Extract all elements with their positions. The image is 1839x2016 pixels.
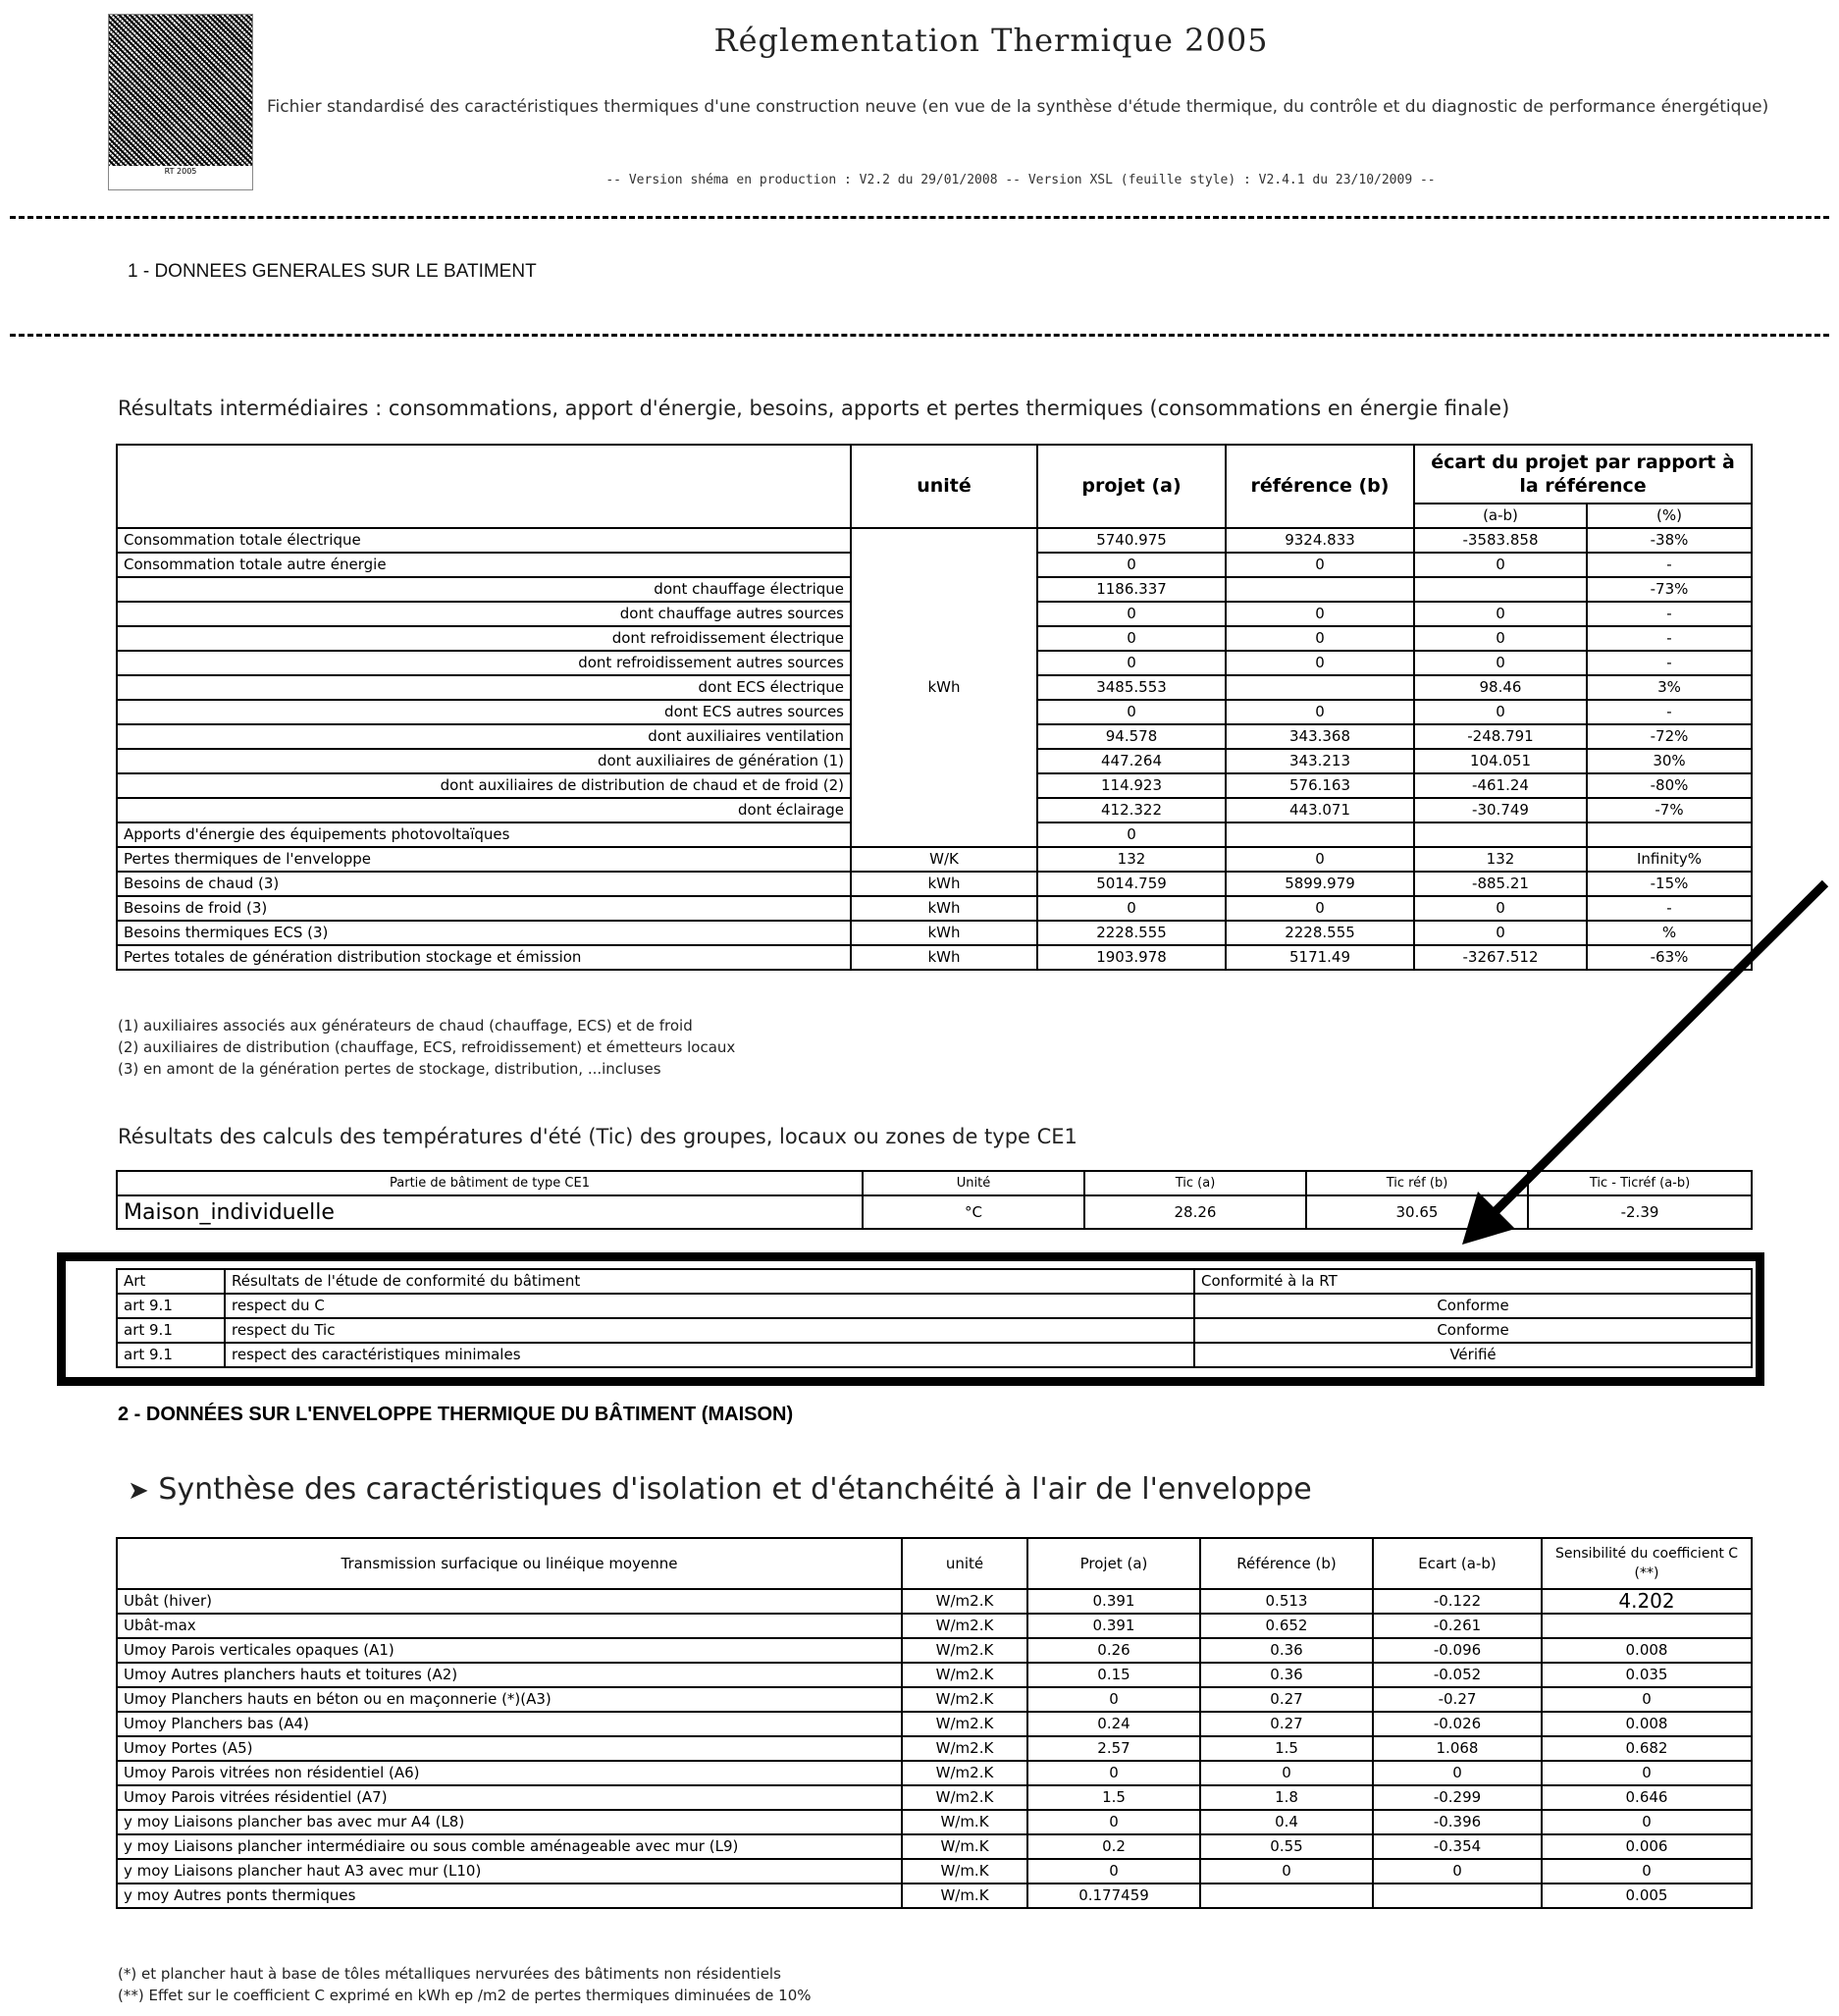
envelope-value <box>1542 1614 1752 1638</box>
row-label: dont chauffage autres sources <box>117 602 851 626</box>
row-label: dont ECS électrique <box>117 675 851 700</box>
envelope-value: 1.5 <box>1027 1785 1200 1810</box>
row-value-pct: - <box>1587 553 1752 577</box>
row-value-unit: kWh <box>851 872 1037 896</box>
row-value-b: 576.163 <box>1226 773 1414 798</box>
row-label: dont chauffage électrique <box>117 577 851 602</box>
envelope-notes <box>118 1963 812 2006</box>
envelope-row <box>117 1614 1752 1638</box>
row-value-ab: 132 <box>1414 847 1587 872</box>
envelope-value: 0.391 <box>1027 1614 1200 1638</box>
envelope-value: 0 <box>1542 1810 1752 1834</box>
row-value-a: 0 <box>1037 651 1226 675</box>
row-value-a: 0 <box>1037 626 1226 651</box>
row-value-ab: -885.21 <box>1414 872 1587 896</box>
version-line: -- Version shéma en production : V2.2 du 29/01/2008 -- Version XSL (feuille style) : V2.4.1 du 23/10/2009 -- <box>605 173 1436 187</box>
envelope-value: W/m2.K <box>902 1663 1027 1687</box>
row-value-a: 5740.975 <box>1037 528 1226 553</box>
envelope-value: 0.36 <box>1200 1638 1373 1663</box>
envelope-value: 0.682 <box>1542 1736 1752 1761</box>
envelope-value: 0 <box>1542 1687 1752 1712</box>
envelope-value: 0 <box>1027 1761 1200 1785</box>
envelope-value: -0.354 <box>1373 1834 1542 1859</box>
envelope-value: 0 <box>1373 1761 1542 1785</box>
row-value-pct: -80% <box>1587 773 1752 798</box>
envelope-value: W/m2.K <box>902 1589 1027 1614</box>
envelope-label: y moy Autres ponts thermiques <box>117 1883 902 1908</box>
page-title: Réglementation Thermique 2005 <box>713 22 1269 59</box>
env-header-projet: Projet (a) <box>1027 1538 1200 1589</box>
synthesis-bullet-icon: ➤ <box>128 1476 149 1506</box>
env-header-sensibilite: Sensibilité du coefficient C (**) <box>1542 1538 1752 1589</box>
row-label: dont auxiliaires de génération (1) <box>117 749 851 773</box>
row-value-a: 5014.759 <box>1037 872 1226 896</box>
row-value-pct: - <box>1587 896 1752 921</box>
row-value-b: 0 <box>1226 896 1414 921</box>
row-label: Consommation totale électrique <box>117 528 851 553</box>
envelope-value <box>1200 1883 1373 1908</box>
row-label: dont éclairage <box>117 798 851 822</box>
envelope-row <box>117 1785 1752 1810</box>
row-value-ab: -461.24 <box>1414 773 1587 798</box>
row-label: Consommation totale autre énergie <box>117 553 851 577</box>
envelope-value: 0.177459 <box>1027 1883 1200 1908</box>
envelope-value: W/m2.K <box>902 1712 1027 1736</box>
envelope-label: Umoy Planchers hauts en béton ou en maçonnerie (*)(A3) <box>117 1687 902 1712</box>
envelope-value: 0.15 <box>1027 1663 1200 1687</box>
envelope-value: -0.026 <box>1373 1712 1542 1736</box>
row-value-b: 5171.49 <box>1226 945 1414 970</box>
conf-label: respect du Tic <box>225 1318 1194 1343</box>
envelope-label: y moy Liaisons plancher intermédiaire ou sous comble aménageable avec mur (L9) <box>117 1834 902 1859</box>
envelope-value: -0.299 <box>1373 1785 1542 1810</box>
row-value-b: 0 <box>1226 651 1414 675</box>
row-value-ab: 0 <box>1414 602 1587 626</box>
conf-label: respect du C <box>225 1294 1194 1318</box>
envelope-value <box>1373 1883 1542 1908</box>
row-value-ab: 0 <box>1414 700 1587 724</box>
row-value-ab: 104.051 <box>1414 749 1587 773</box>
tic-value: 28.26 <box>1084 1195 1306 1229</box>
row-value-b: 0 <box>1226 847 1414 872</box>
envelope-value: 0 <box>1200 1761 1373 1785</box>
envelope-value: 0.2 <box>1027 1834 1200 1859</box>
section2-title: 2 - DONNÉES SUR L'ENVELOPPE THERMIQUE DU BÂTIMENT (MAISON) <box>118 1404 794 1425</box>
row-value-ab: 0 <box>1414 553 1587 577</box>
row-value-b: 0 <box>1226 700 1414 724</box>
row-value-a: 447.264 <box>1037 749 1226 773</box>
envelope-value: 0 <box>1027 1687 1200 1712</box>
row-value-b: 343.213 <box>1226 749 1414 773</box>
envelope-value: 4.202 <box>1542 1589 1752 1614</box>
envelope-label: Umoy Autres planchers hauts et toitures (A2) <box>117 1663 902 1687</box>
row-value-b: 0 <box>1226 626 1414 651</box>
row-value-ab: 98.46 <box>1414 675 1587 700</box>
row-value-ab: -248.791 <box>1414 724 1587 749</box>
row-label: dont auxiliaires de distribution de chaud et de froid (2) <box>117 773 851 798</box>
row-value-a: 0 <box>1037 700 1226 724</box>
row-label: dont ECS autres sources <box>117 700 851 724</box>
tic-header-ticref: Tic réf (b) <box>1306 1171 1528 1195</box>
envelope-value: 0.26 <box>1027 1638 1200 1663</box>
row-value-a: 1186.337 <box>1037 577 1226 602</box>
envelope-value: -0.396 <box>1373 1810 1542 1834</box>
row-value-a: 0 <box>1037 822 1226 847</box>
header-ecart: écart du projet par rapport à la référence <box>1414 445 1752 504</box>
conf-label: respect des caractéristiques minimales <box>225 1343 1194 1367</box>
row-label: Besoins thermiques ECS (3) <box>117 921 851 945</box>
envelope-row <box>117 1834 1752 1859</box>
row-value-ab: 0 <box>1414 896 1587 921</box>
envelope-value: 0.513 <box>1200 1589 1373 1614</box>
envelope-value: 0.391 <box>1027 1589 1200 1614</box>
envelope-label: Ubât (hiver) <box>117 1589 902 1614</box>
row-value-a: 114.923 <box>1037 773 1226 798</box>
envelope-value: 0.005 <box>1542 1883 1752 1908</box>
envelope-row <box>117 1810 1752 1834</box>
envelope-row <box>117 1859 1752 1883</box>
envelope-value: 0.24 <box>1027 1712 1200 1736</box>
row-value-unit: kWh <box>851 945 1037 970</box>
row-label: dont refroidissement autres sources <box>117 651 851 675</box>
row-value-pct: -7% <box>1587 798 1752 822</box>
envelope-value: 0.36 <box>1200 1663 1373 1687</box>
row-value-a: 412.322 <box>1037 798 1226 822</box>
env-header-transmission: Transmission surfacique ou linéique moyenne <box>117 1538 902 1589</box>
envelope-value: -0.052 <box>1373 1663 1542 1687</box>
row-value-pct: % <box>1587 921 1752 945</box>
envelope-row <box>117 1712 1752 1736</box>
envelope-value: W/m2.K <box>902 1761 1027 1785</box>
conf-art: art 9.1 <box>117 1343 225 1367</box>
envelope-value: -0.122 <box>1373 1589 1542 1614</box>
header-reference: référence (b) <box>1226 445 1414 528</box>
envelope-label: y moy Liaisons plancher haut A3 avec mur (L10) <box>117 1859 902 1883</box>
section1-title: 1 - DONNEES GENERALES SUR LE BATIMENT <box>128 261 537 282</box>
envelope-value: W/m2.K <box>902 1614 1027 1638</box>
envelope-value: W/m.K <box>902 1859 1027 1883</box>
row-value-a: 132 <box>1037 847 1226 872</box>
row-value-b: 0 <box>1226 553 1414 577</box>
row-value-unit: kWh <box>851 921 1037 945</box>
conf-header-art: Art <box>117 1269 225 1294</box>
envelope-value: 0 <box>1542 1761 1752 1785</box>
tic-header-partie: Partie de bâtiment de type CE1 <box>117 1171 863 1195</box>
envelope-row <box>117 1589 1752 1614</box>
row-value-ab: -3583.858 <box>1414 528 1587 553</box>
row-value-pct: Infinity% <box>1587 847 1752 872</box>
tic-header-diff: Tic - Ticréf (a-b) <box>1528 1171 1752 1195</box>
row-value-pct: - <box>1587 651 1752 675</box>
envelope-value: 0.006 <box>1542 1834 1752 1859</box>
tic-zone-name: Maison_individuelle <box>117 1195 863 1229</box>
envelope-value: 0.55 <box>1200 1834 1373 1859</box>
envelope-value: 0 <box>1027 1859 1200 1883</box>
header-ab: (a-b) <box>1414 504 1587 528</box>
row-value-b: 5899.979 <box>1226 872 1414 896</box>
env-header-unite: unité <box>902 1538 1027 1589</box>
envelope-value: 0 <box>1542 1859 1752 1883</box>
env-header-ecart: Ecart (a-b) <box>1373 1538 1542 1589</box>
envelope-value: W/m2.K <box>902 1785 1027 1810</box>
row-value-b: 2228.555 <box>1226 921 1414 945</box>
envelope-row <box>117 1736 1752 1761</box>
page-subtitle: Fichier standardisé des caractéristiques thermiques d'une construction neuve (en vue de la synthèse d'étude thermique, du contrôle et du diagnostic de performance énergétique) <box>267 97 1769 117</box>
row-label: Pertes thermiques de l'enveloppe <box>117 847 851 872</box>
conf-art: art 9.1 <box>117 1294 225 1318</box>
tic-header-tic: Tic (a) <box>1084 1171 1306 1195</box>
envelope-value: 0.652 <box>1200 1614 1373 1638</box>
row-value-ab: -3267.512 <box>1414 945 1587 970</box>
row-value-pct: 3% <box>1587 675 1752 700</box>
row-label: dont refroidissement électrique <box>117 626 851 651</box>
envelope-value: 0.008 <box>1542 1638 1752 1663</box>
row-value-b: 343.368 <box>1226 724 1414 749</box>
envelope-label: Umoy Parois vitrées résidentiel (A7) <box>117 1785 902 1810</box>
envelope-value: -0.261 <box>1373 1614 1542 1638</box>
envelope-value: W/m2.K <box>902 1736 1027 1761</box>
envelope-value: 0.008 <box>1542 1712 1752 1736</box>
synthesis-title <box>128 1472 1312 1507</box>
row-value-b: 0 <box>1226 602 1414 626</box>
envelope-value: W/m2.K <box>902 1638 1027 1663</box>
row-value-pct: -15% <box>1587 872 1752 896</box>
row-value-ab: 0 <box>1414 921 1587 945</box>
envelope-row <box>117 1883 1752 1908</box>
envelope-label: Umoy Portes (A5) <box>117 1736 902 1761</box>
row-value-ab: -30.749 <box>1414 798 1587 822</box>
envelope-value: -0.096 <box>1373 1638 1542 1663</box>
envelope-row <box>117 1663 1752 1687</box>
envelope-value: 1.8 <box>1200 1785 1373 1810</box>
row-value-pct: - <box>1587 700 1752 724</box>
row-value-pct: -72% <box>1587 724 1752 749</box>
row-value-a: 0 <box>1037 553 1226 577</box>
row-value-pct: 30% <box>1587 749 1752 773</box>
tic-ref-value: 30.65 <box>1306 1195 1528 1229</box>
envelope-label: Umoy Planchers bas (A4) <box>117 1712 902 1736</box>
conf-header-result: Résultats de l'étude de conformité du bâtiment <box>225 1269 1194 1294</box>
env-note-2: (**) Effet sur le coefficient C exprimé en kWh ep /m2 de pertes thermiques diminuées de 10% <box>118 1987 812 2004</box>
envelope-table <box>116 1537 1753 1909</box>
envelope-label: Umoy Parois vitrées non résidentiel (A6) <box>117 1761 902 1785</box>
row-value-a: 0 <box>1037 896 1226 921</box>
note-1: (1) auxiliaires associés aux générateurs de chaud (chauffage, ECS) et de froid <box>118 1017 693 1035</box>
envelope-value: W/m.K <box>902 1810 1027 1834</box>
envelope-value: 2.57 <box>1027 1736 1200 1761</box>
row-value-pct: - <box>1587 626 1752 651</box>
row-label: Besoins de froid (3) <box>117 896 851 921</box>
envelope-value: 0.27 <box>1200 1687 1373 1712</box>
row-value-a: 2228.555 <box>1037 921 1226 945</box>
logo-caption: RT 2005 <box>109 166 252 189</box>
header-unite: unité <box>851 445 1037 528</box>
envelope-value: W/m2.K <box>902 1687 1027 1712</box>
row-value-b: 443.071 <box>1226 798 1414 822</box>
envelope-value: 1.068 <box>1373 1736 1542 1761</box>
conf-status: Conforme <box>1194 1294 1752 1318</box>
row-value-unit: kWh <box>851 896 1037 921</box>
row-value-pct: -73% <box>1587 577 1752 602</box>
env-header-reference: Référence (b) <box>1200 1538 1373 1589</box>
envelope-value: 0 <box>1200 1859 1373 1883</box>
envelope-value: 0.646 <box>1542 1785 1752 1810</box>
envelope-value: 0.27 <box>1200 1712 1373 1736</box>
envelope-label: Umoy Parois verticales opaques (A1) <box>117 1638 902 1663</box>
row-label: Besoins de chaud (3) <box>117 872 851 896</box>
arrow-shaft <box>1492 883 1825 1215</box>
envelope-value: W/m.K <box>902 1834 1027 1859</box>
unit-kwh-merged: kWh <box>851 528 1037 847</box>
envelope-value: 0.4 <box>1200 1810 1373 1834</box>
row-value-a: 1903.978 <box>1037 945 1226 970</box>
envelope-row <box>117 1761 1752 1785</box>
envelope-row <box>117 1687 1752 1712</box>
row-value-a: 0 <box>1037 602 1226 626</box>
row-label: dont auxiliaires ventilation <box>117 724 851 749</box>
envelope-label: Ubât-max <box>117 1614 902 1638</box>
envelope-label: y moy Liaisons plancher bas avec mur A4 (L8) <box>117 1810 902 1834</box>
header-pct: (%) <box>1587 504 1752 528</box>
row-value-pct: - <box>1587 602 1752 626</box>
envelope-row <box>117 1638 1752 1663</box>
envelope-value: 0 <box>1373 1859 1542 1883</box>
conf-art: art 9.1 <box>117 1318 225 1343</box>
note-2: (2) auxiliaires de distribution (chauffage, ECS, refroidissement) et émetteurs locaux <box>118 1038 736 1056</box>
conf-header-rt: Conformité à la RT <box>1194 1269 1752 1294</box>
conf-status: Vérifié <box>1194 1343 1752 1367</box>
conf-status: Conforme <box>1194 1318 1752 1343</box>
note-3: (3) en amont de la génération pertes de stockage, distribution, ...incluses <box>118 1060 661 1078</box>
row-value-ab: 0 <box>1414 626 1587 651</box>
row-label: Pertes totales de génération distribution stockage et émission <box>117 945 851 970</box>
row-label: Apports d'énergie des équipements photovoltaïques <box>117 822 851 847</box>
row-value-pct: -38% <box>1587 528 1752 553</box>
envelope-value: 1.5 <box>1200 1736 1373 1761</box>
envelope-value: 0 <box>1027 1810 1200 1834</box>
tic-title: Résultats des calculs des températures d'été (Tic) des groupes, locaux ou zones de type CE1 <box>118 1125 1077 1148</box>
synthesis-title-text: Synthèse des caractéristiques d'isolation et d'étanchéité à l'air de l'enveloppe <box>158 1472 1312 1507</box>
row-value-b: 9324.833 <box>1226 528 1414 553</box>
envelope-value: 0.035 <box>1542 1663 1752 1687</box>
env-note-1: (*) et plancher haut à base de tôles métalliques nervurées des bâtiments non résidentiels <box>118 1965 781 1983</box>
row-value-a: 94.578 <box>1037 724 1226 749</box>
header-projet: projet (a) <box>1037 445 1226 528</box>
tic-diff-value: -2.39 <box>1528 1195 1752 1229</box>
row-value-pct: -63% <box>1587 945 1752 970</box>
row-value-ab: 0 <box>1414 651 1587 675</box>
row-value-unit: W/K <box>851 847 1037 872</box>
results-title: Résultats intermédiaires : consommations, apport d'énergie, besoins, apports et pertes thermiques (consommations en énergie finale) <box>118 397 1510 420</box>
envelope-value: -0.27 <box>1373 1687 1542 1712</box>
tic-unit: °C <box>863 1195 1084 1229</box>
row-value-a: 3485.553 <box>1037 675 1226 700</box>
tic-header-unite: Unité <box>863 1171 1084 1195</box>
envelope-value: W/m.K <box>902 1883 1027 1908</box>
